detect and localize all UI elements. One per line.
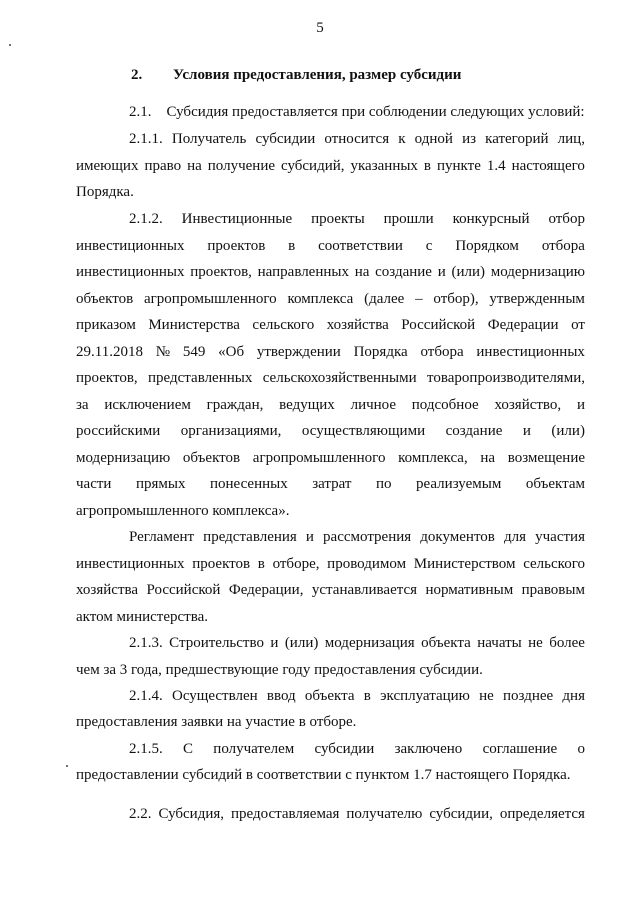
word: устанавливается [311,582,418,598]
word: пункте [437,158,481,174]
word: указанных [350,158,418,174]
word: 2.1.1. [129,131,163,147]
word: лиц, [557,131,585,147]
word: за [76,397,89,413]
word: Российской [401,317,476,333]
word: российскими [76,423,161,439]
word: Порядком [455,238,519,254]
word: отбора [420,344,464,360]
word: Министерства [148,317,240,333]
text-line-para-2-1-1: Порядка. [76,184,134,200]
text-line-para-reglament [76,581,585,599]
word: агропромышленного [252,450,386,466]
word: модернизацию [76,450,171,466]
text-line-para-2-1-5: предоставлении субсидий в соответствии с пунктом 1.7 настоящего Порядка. [76,767,571,783]
word: отбор), [433,291,479,307]
word: в [257,556,265,572]
word: отборе, [272,556,320,572]
word: 2.1.4. [129,688,163,704]
word: дня [562,688,585,704]
word: субсидий, [281,158,345,174]
word: имеющих [76,158,139,174]
text-line-para-2-1-2 [129,210,585,228]
word: проектов [207,238,266,254]
word: ведущих [279,397,335,413]
word: на [187,158,202,174]
word: относится [324,131,390,147]
word: объекта [421,635,471,651]
word: утвержденным [489,291,585,307]
text-line-para-2-1-2 [76,343,585,361]
word: хозяйство, [494,397,562,413]
word: и [576,397,585,413]
word: Российской [146,582,221,598]
word: 2.1.5. [129,741,163,757]
word: 2.2. [129,806,152,822]
text-line-para-2-1-2 [76,475,585,493]
word: сельскохозяйственными [262,370,417,386]
word: организациями, [180,423,282,439]
text-line-para-reglament [76,555,585,573]
word: «Об [218,344,245,360]
word: прямых [135,476,186,492]
section-title: Условия предоставления, размер субсидии [173,67,462,83]
word: инвестиционных [476,344,585,360]
word: объектов [76,291,134,307]
word: проектов, [76,370,138,386]
word: исключением [104,397,191,413]
text-line-para-2-1-3 [129,634,585,652]
word: направленных [257,264,349,280]
word: хозяйства [326,317,389,333]
word: Строительство [169,635,264,651]
word: субсидии [314,741,375,757]
word: отбора [541,238,585,254]
word: прошли [383,211,434,227]
word: 29.11.2018 [76,344,143,360]
word: соответствии [318,238,403,254]
word: комплекса, [398,450,468,466]
word: – [415,291,423,307]
word: создание [445,423,503,439]
section-number: 2. [131,67,143,83]
word: Субсидия, [158,806,225,822]
word: понесенных [209,476,288,492]
word: субсидии, [429,806,493,822]
word: Федерации, [228,582,304,598]
word: в [363,688,371,704]
word: более [549,635,585,651]
word: объектов [182,450,241,466]
text-line-para-2-1-2 [76,263,585,281]
word: хозяйства [76,582,139,598]
word: реализуемым [416,476,502,492]
word: с [425,238,433,254]
word: проекты [311,211,365,227]
text-line-para-2-1-2 [76,290,585,308]
text-line-para-2-1-4: предоставления заявки на участие в отборе. [76,714,357,730]
word: право [144,158,182,174]
word: получателю [346,806,423,822]
word: Инвестиционные [181,211,293,227]
word: ввод [266,688,296,704]
text-line-para-2-1-1 [76,157,585,175]
word: объектам [525,476,585,492]
word: представления [203,529,297,545]
word: проектов [192,556,251,572]
word: представленных [148,370,253,386]
word: для [504,529,527,545]
word: нормативным [425,582,514,598]
text-line-para-2-2 [129,805,585,823]
word: участия [535,529,585,545]
text-line-para-2-1-2 [76,316,585,334]
word: утверждении [256,344,341,360]
word: документов [420,529,495,545]
word: модернизация [324,635,415,651]
word: по [376,476,392,492]
text-line-para-2-1-4 [129,687,585,705]
word: одной [414,131,453,147]
text-line-para-2-1-2 [76,237,585,255]
word: соглашение [482,741,558,757]
word: и [437,264,446,280]
word: рассмотрения [323,529,412,545]
word: в [288,238,296,254]
word: подсобное [411,397,479,413]
word: эксплуатацию [380,688,470,704]
word: С [183,741,194,757]
word: (или) [451,264,485,280]
word: инвестиционных [76,556,185,572]
word: Порядка [353,344,408,360]
word: правовым [521,582,585,598]
word: личное [350,397,397,413]
word: начаты [477,635,522,651]
word: позднее [503,688,554,704]
word: 549 [182,344,206,360]
word: Федерации [487,317,559,333]
text-line-para-2-1: 2.1. Субсидия предоставляется при соблюдении следующих условий: [129,104,585,120]
word: отбор [548,211,585,227]
word: комплекса [287,291,354,307]
word: (далее [364,291,405,307]
page-number: 5 [316,20,324,36]
section-heading [131,67,461,84]
text-line-para-reglament: актом министерства. [76,609,209,625]
word: приказом [76,317,136,333]
word: получателем [213,741,295,757]
word: Осуществлен [171,688,258,704]
text-line-para-2-1-2 [76,449,585,467]
word: инвестиционных [76,264,185,280]
word: 2.1.3. [129,635,163,651]
text-line-para-reglament [129,528,585,546]
word: сельского [523,556,585,572]
word: затрат [312,476,352,492]
word: модернизацию [490,264,585,280]
word: от [571,317,585,333]
word: сельского [252,317,315,333]
word: настоящего [511,158,585,174]
word: Министерством [413,556,516,572]
word: не [528,635,543,651]
word: заключено [394,741,463,757]
word: проводимом [327,556,407,572]
word: инвестиционных [76,238,185,254]
word: субсидии [255,131,316,147]
text-line-para-2-1-5 [129,740,585,758]
text-line-para-2-1-3: чем за 3 года, предшествующие году предоставления субсидии. [76,662,483,678]
word: предоставляемая [230,806,340,822]
word: осуществляющими [301,423,426,439]
word: объекта [304,688,355,704]
word: 1.4 [486,158,506,174]
word: и [305,529,314,545]
word: определяется [499,806,585,822]
word: части [76,476,112,492]
word: категорий [485,131,549,147]
word: на [354,264,370,280]
word: № [155,344,171,360]
word: создание [375,264,432,280]
text-line-para-2-1-1 [129,130,585,148]
word: Регламент [129,529,195,545]
word: получение [207,158,276,174]
scan-mark [9,44,11,46]
word: проектов, [190,264,252,280]
word: и [270,635,279,651]
text-line-para-2-1-2 [76,422,585,440]
word: товаропроизводителями, [427,370,585,386]
word: к [398,131,406,147]
word: агропромышленного [144,291,277,307]
text-line-para-2-1-2: агропромышленного комплекса». [76,503,290,519]
word: конкурсный [452,211,530,227]
word: на [480,450,496,466]
text-line-para-2-1-2 [76,369,585,387]
word: граждан, [206,397,264,413]
word: возмещение [507,450,585,466]
word: (или) [551,423,585,439]
scan-mark [66,765,68,767]
word: и [522,423,531,439]
word: не [479,688,494,704]
word: из [462,131,477,147]
text-line-para-2-1-2 [76,396,585,414]
word: о [577,741,585,757]
word: 2.1.2. [129,211,163,227]
word: Получатель [171,131,247,147]
word: в [423,158,432,174]
word: (или) [284,635,319,651]
